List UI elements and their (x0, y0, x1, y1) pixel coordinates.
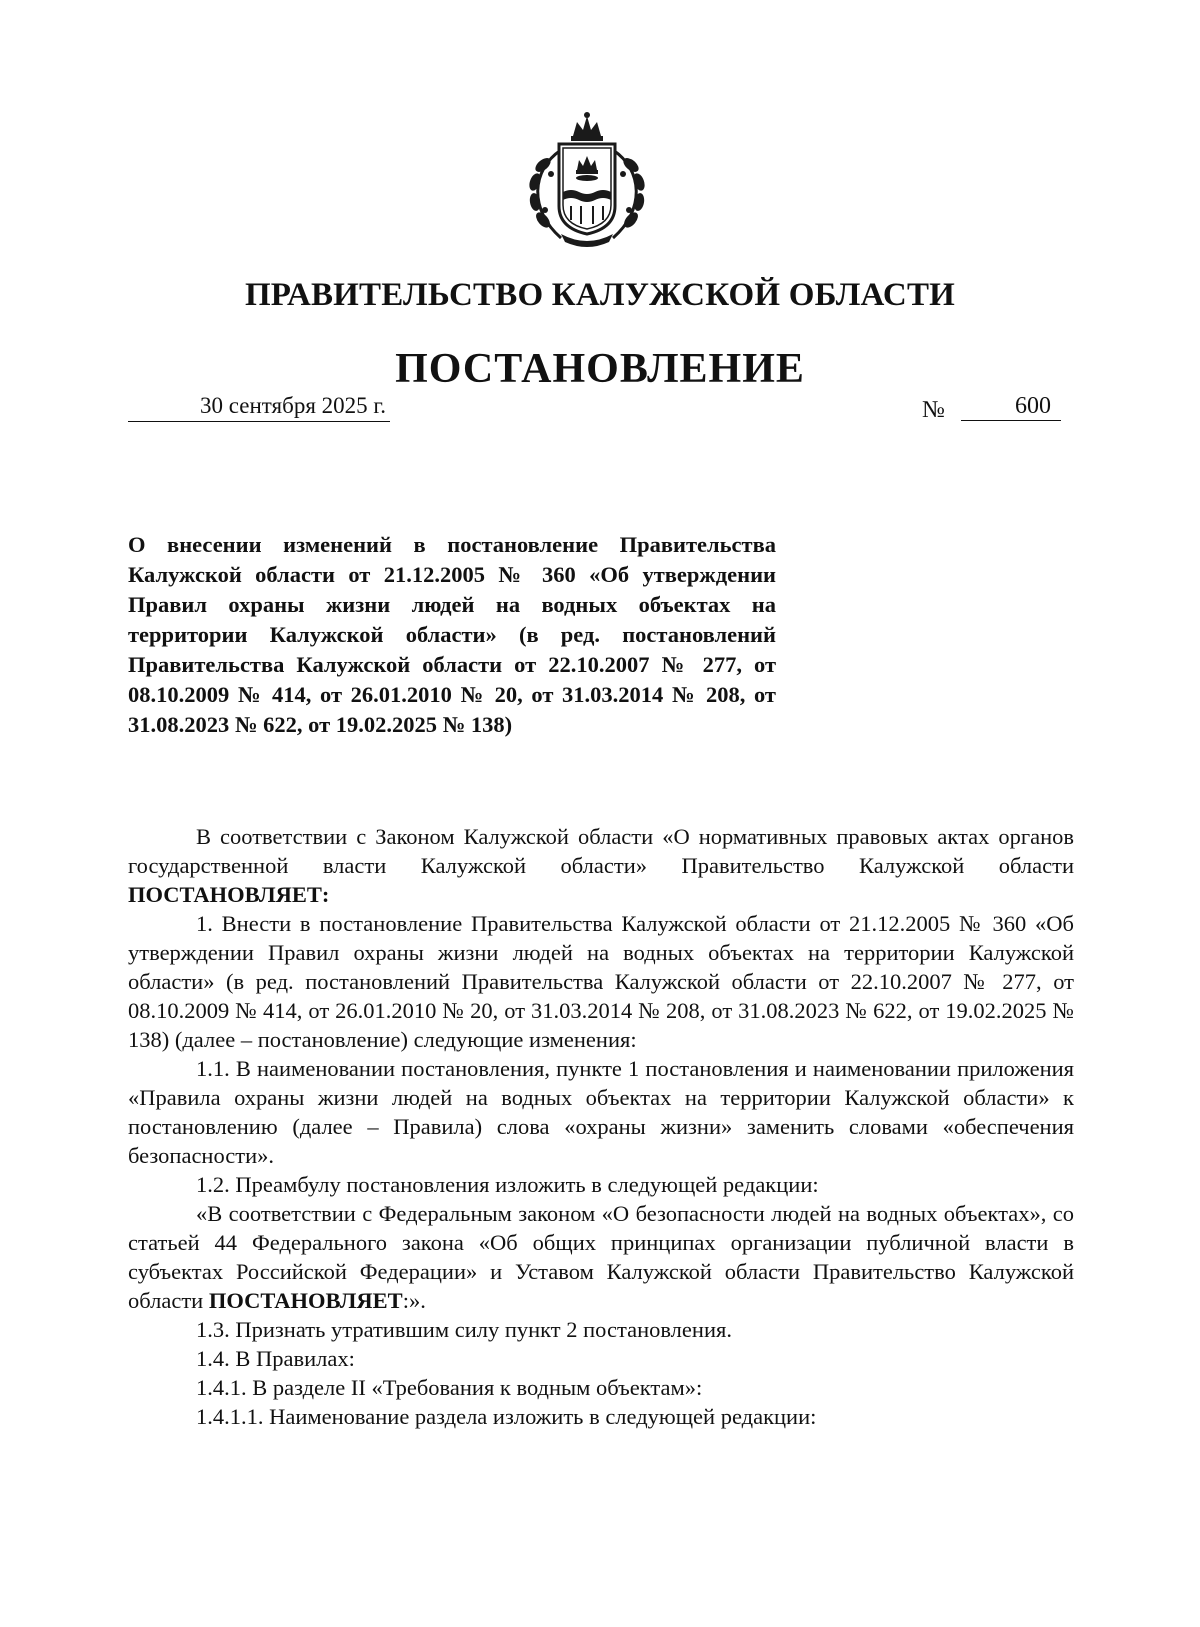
paragraph-1-2: 1.2. Преамбулу постановления изложить в следующей редакции: (196, 1172, 819, 1197)
paragraph-1-1: 1.1. В наименовании постановления, пункте 1 постановления и наименовании приложения «Правила охраны жизни людей на водных объектах на территории Калужской области» к постановлению (далее – Правила) слова «охраны жизни» заменить словами «обеспечения безопасности». (128, 1056, 1074, 1168)
paragraph-1-3: 1.3. Признать утратившим силу пункт 2 постановления. (196, 1317, 732, 1342)
preamble-text: В соответствии с Законом Калужской области «О нормативных правовых актах органов государственной власти Калужской области» Правительство Калужской области (128, 824, 1074, 878)
quoted-resolves-word: ПОСТАНОВЛЯЕТ (208, 1288, 403, 1313)
quoted-preamble-text: «В соответствии с Федеральным законом «О безопасности людей на водных объектах», со статьей 44 Федерального закона «Об общих принципах организации публичной власти в субъектах Российской Федерации» и Уставом Калужской области Правительство Калужской области (128, 1201, 1074, 1313)
paragraph-1: 1. Внести в постановление Правительства Калужской области от 21.12.2005 № 360 «Об утверждении Правил охраны жизни людей на водных объектах на территории Калужской области» (в ред. постановлений Правительства Калужской области от 22.10.2007 № 277, от 08.10.2009 № 414, от 26.01.2010 № 20, от 31.03.2014 № 208, от 31.08.2023 № 622, от 19.02.2025 № 138) (далее – постановление) следующие изменения: (128, 911, 1074, 1052)
government-title: ПРАВИТЕЛЬСТВО КАЛУЖСКОЙ ОБЛАСТИ (244, 277, 956, 313)
coat-of-arms-emblem-icon (521, 110, 653, 248)
preamble-paragraph (128, 822, 1074, 909)
document-date: 30 сентября 2025 г. (128, 393, 390, 422)
paragraph-1-4-1-1: 1.4.1.1. Наименование раздела изложить в следующей редакции: (196, 1404, 817, 1429)
document-subject: О внесении изменений в постановление Правительства Калужской области от 21.12.2005 № 360 «Об утверждении Правил охраны жизни людей на водных объектах на территории Калужской области» (в ред. постановлений Правительства Калужской области от 22.10.2007 № 277, от 08.10.2009 № 414, от 26.01.2010 № 20, от 31.03.2014 № 208, от 31.08.2023 № 622, от 19.02.2025 № 138) (128, 532, 776, 737)
document-number: 600 (961, 393, 1061, 421)
quoted-preamble-end: :». (402, 1288, 426, 1313)
resolves-word: ПОСТАНОВЛЯЕТ: (128, 882, 330, 907)
paragraph-1-4-1: 1.4.1. В разделе II «Требования к водным объектам»: (196, 1375, 703, 1400)
paragraph-1-4: 1.4. В Правилах: (196, 1346, 355, 1371)
document-body (128, 822, 1074, 1431)
quoted-preamble (128, 1199, 1074, 1315)
document-type-title: ПОСТАНОВЛЕНИЕ (395, 346, 805, 392)
document-number-label: № (922, 397, 945, 423)
